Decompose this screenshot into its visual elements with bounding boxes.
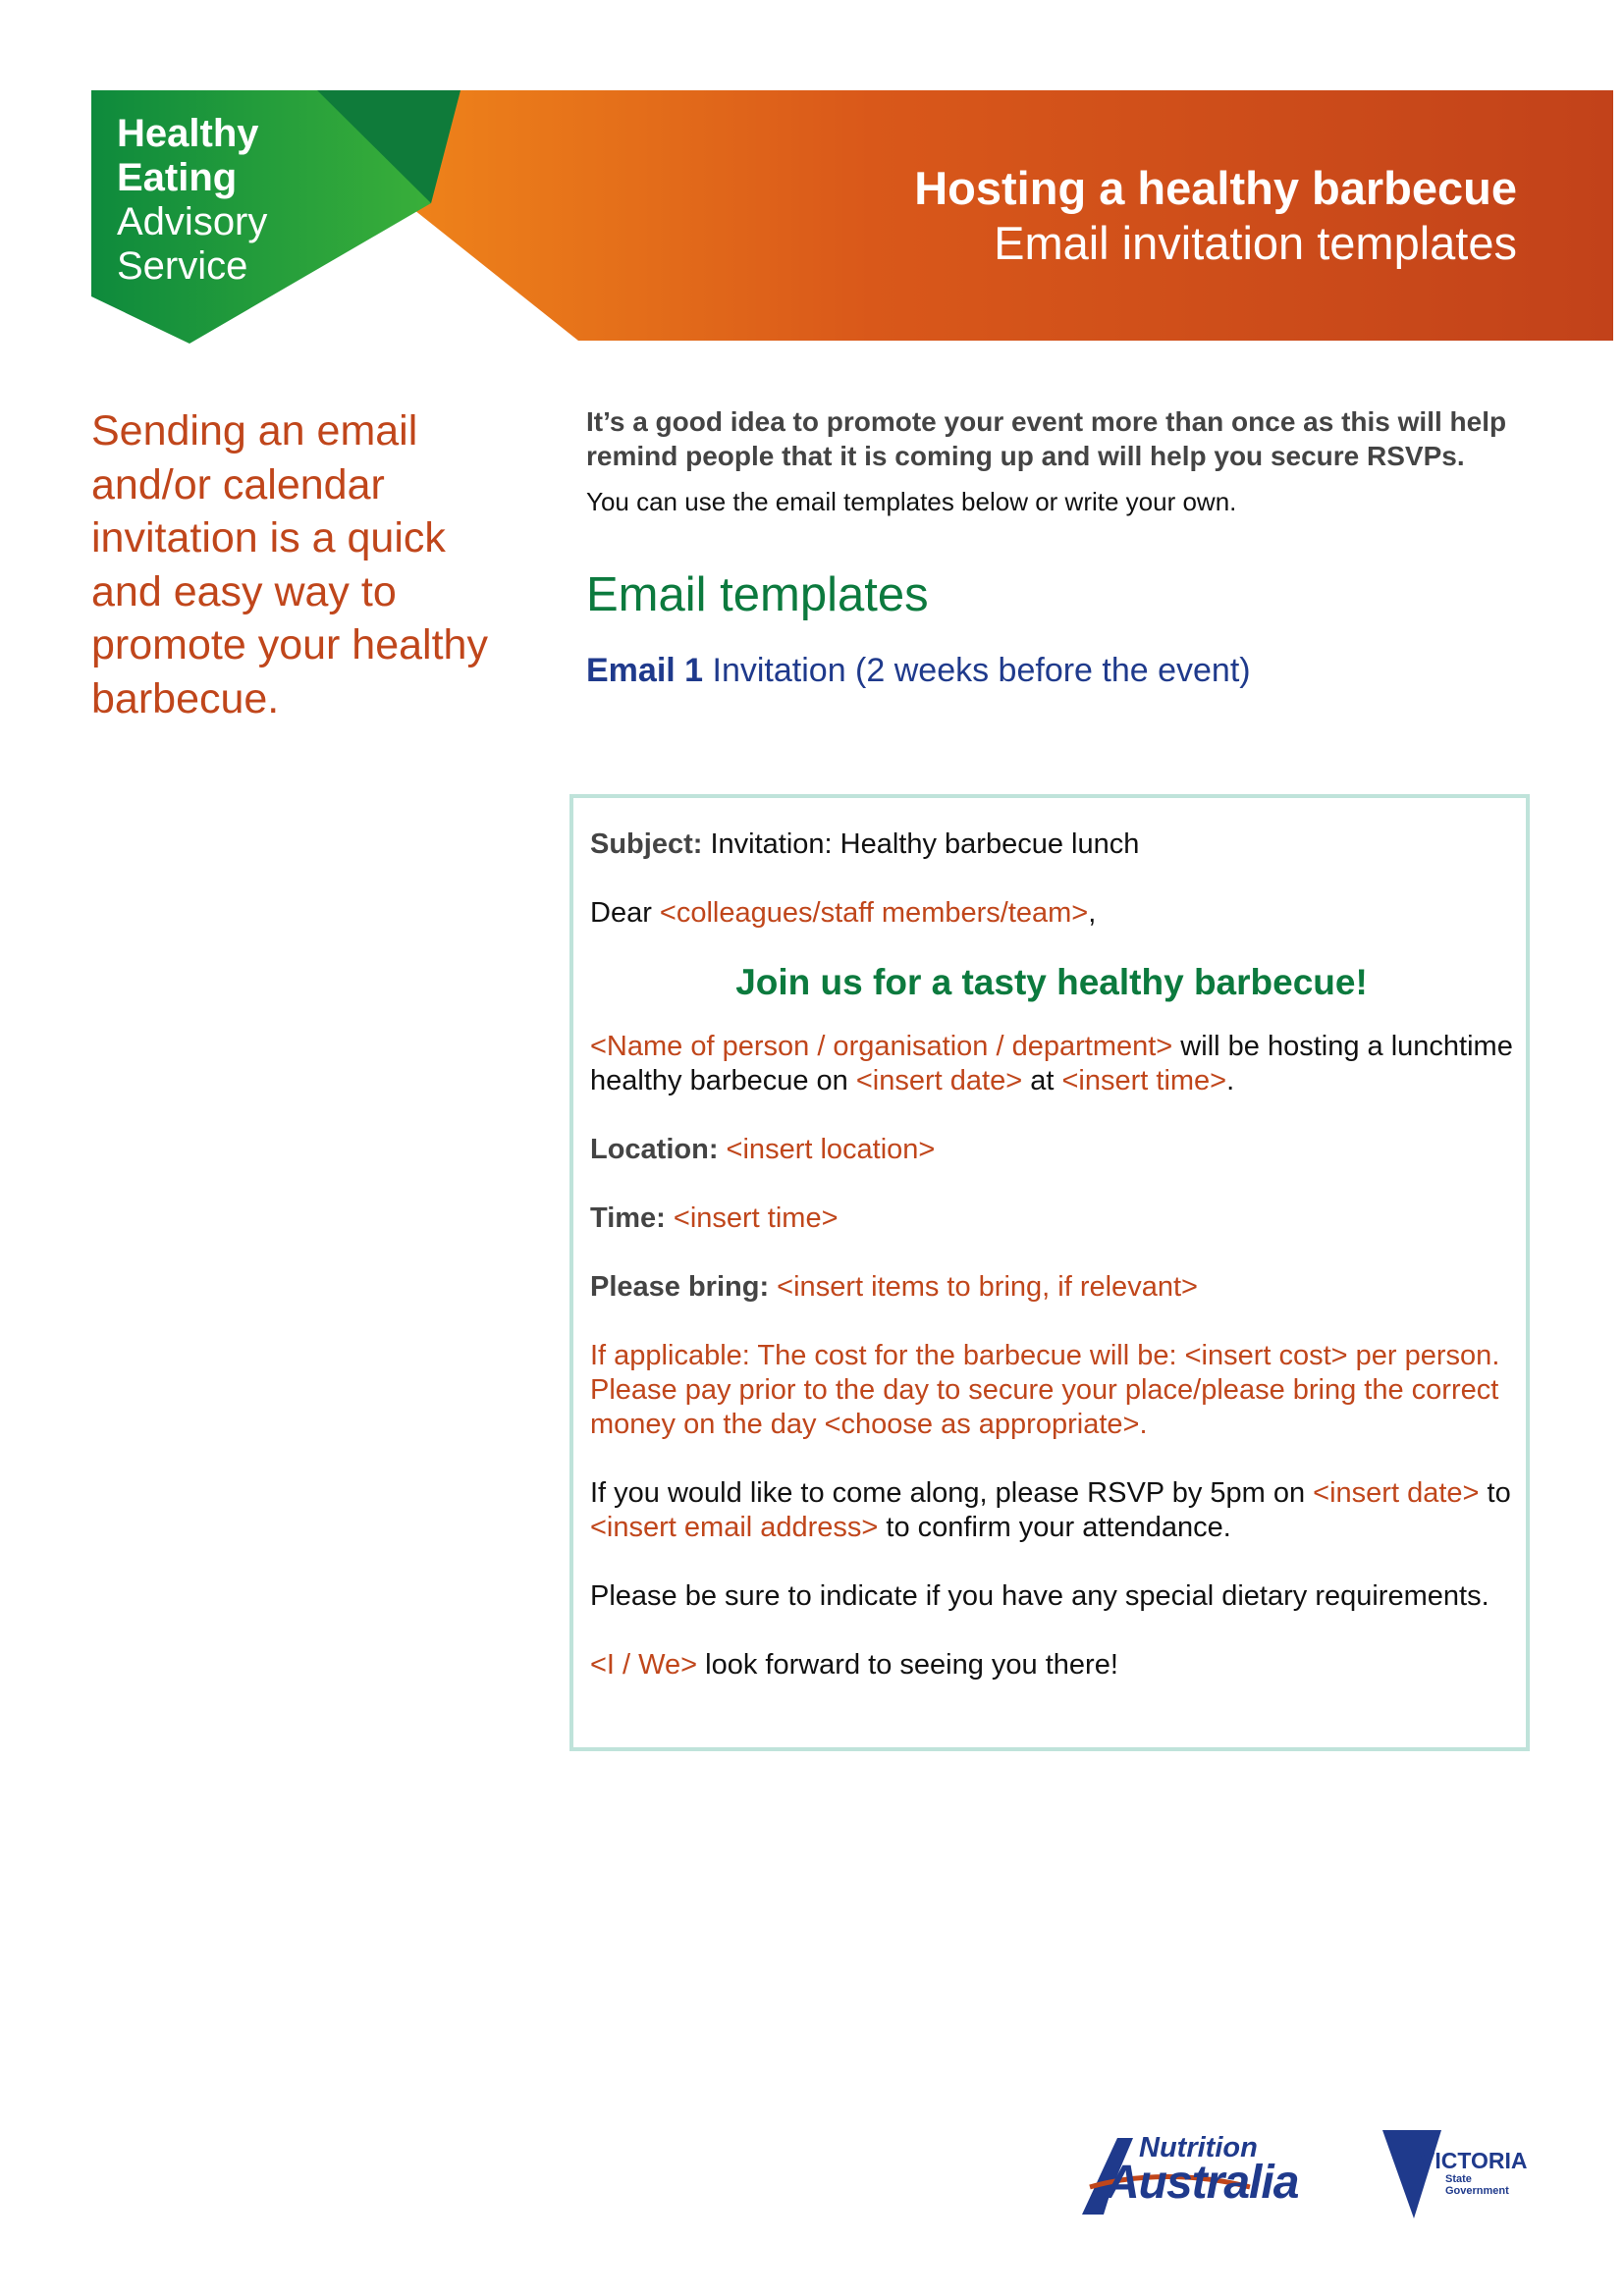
dietary-paragraph: Please be sure to indicate if you have any special dietary requirements. [590,1580,1489,1612]
sidebar-intro: Sending an email and/or calendar invitation is a quick and easy way to promote your healthy barbecue. [91,407,488,722]
victoria-state-label [1445,2173,1509,2197]
location-label: Location: [590,1134,719,1165]
subject-line [590,828,1513,862]
subject-label: Subject: [590,828,703,860]
location-line [590,1133,1513,1167]
main-content [586,404,1529,691]
intro-lead: It’s a good idea to promote your event more than once as this will help remind people that it is coming up and will help you secure RSVPs. [586,406,1507,471]
email1-heading-rest: Invitation (2 weeks before the event) [703,652,1251,689]
rsvp-end: to confirm your attendance. [878,1512,1231,1543]
time-placeholder: <insert time> [1061,1065,1227,1096]
email-template-body [590,828,1513,1717]
host-period: . [1226,1065,1235,1096]
heas-logo [117,112,267,289]
closing-text: look forward to seeing you there! [697,1649,1118,1681]
cost-paragraph: If applicable: The cost for the barbecue will be: <insert cost> per person. Please pay prior to the day to secure your place/please bring the correct money on the day <choose as appropriate>. [590,1340,1500,1440]
closing-line [590,1648,1513,1682]
greeting-line [590,896,1513,931]
rsvp-date-placeholder: <insert date> [1313,1477,1480,1509]
join-headline: Join us for a tasty healthy barbecue! [735,962,1368,1002]
logo-line-service: Service [117,244,248,288]
page-title: Hosting a healthy barbecue [914,162,1517,214]
nutrition-australia-logo [1078,2130,1309,2218]
greeting-text: Dear [590,897,660,929]
logo-line-eating: Eating [117,156,238,199]
location-placeholder: <insert location> [718,1134,936,1165]
victoria-wordmark: VICTORIA [1420,2148,1528,2173]
greeting-placeholder: <colleagues/staff members/team> [659,897,1089,929]
header-banner [91,90,1613,344]
victoria-state-government-logo [1382,2128,1530,2221]
intro-note: You can use the email templates below or write your own. [586,487,1237,516]
time-line-placeholder: <insert time> [665,1202,839,1234]
bring-label: Please bring: [590,1271,770,1303]
state-line-1: State [1445,2173,1472,2185]
host-placeholder: <Name of person / organisation / department> [590,1031,1173,1062]
logo-line-advisory: Advisory [117,200,268,243]
bring-placeholder: <insert items to bring, if relevant> [769,1271,1198,1303]
section-heading: Email templates [586,568,929,621]
rsvp-email-placeholder: <insert email address> [590,1512,879,1543]
rsvp-paragraph [590,1476,1513,1545]
page-subtitle: Email invitation templates [994,217,1517,269]
rsvp-to: to [1479,1477,1511,1509]
footer-logos [1078,2130,1530,2218]
state-line-2: Government [1445,2185,1509,2197]
subject-text: Invitation: Healthy barbecue lunch [702,828,1140,860]
closing-placeholder: <I / We> [590,1649,698,1681]
logo-line-healthy: Healthy [117,112,259,155]
host-paragraph [590,1030,1513,1098]
nutrition-australia-bottom: Australia [1106,2157,1299,2209]
banner-title [914,161,1517,271]
host-text: will be hosting a lunchtime healthy barbecue on [590,1031,1513,1096]
at-text: at [1022,1065,1062,1096]
greeting-end: , [1088,897,1097,929]
date-placeholder: <insert date> [855,1065,1023,1096]
time-label: Time: [590,1202,666,1234]
email1-heading [586,650,1529,691]
bring-line [590,1270,1513,1305]
rsvp-text: If you would like to come along, please RSVP by 5pm on [590,1477,1314,1509]
email-template-box [569,794,1530,1751]
nutrition-australia-top: Nutrition [1139,2132,1258,2163]
email1-heading-bold: Email 1 [586,652,704,689]
time-line [590,1201,1513,1236]
